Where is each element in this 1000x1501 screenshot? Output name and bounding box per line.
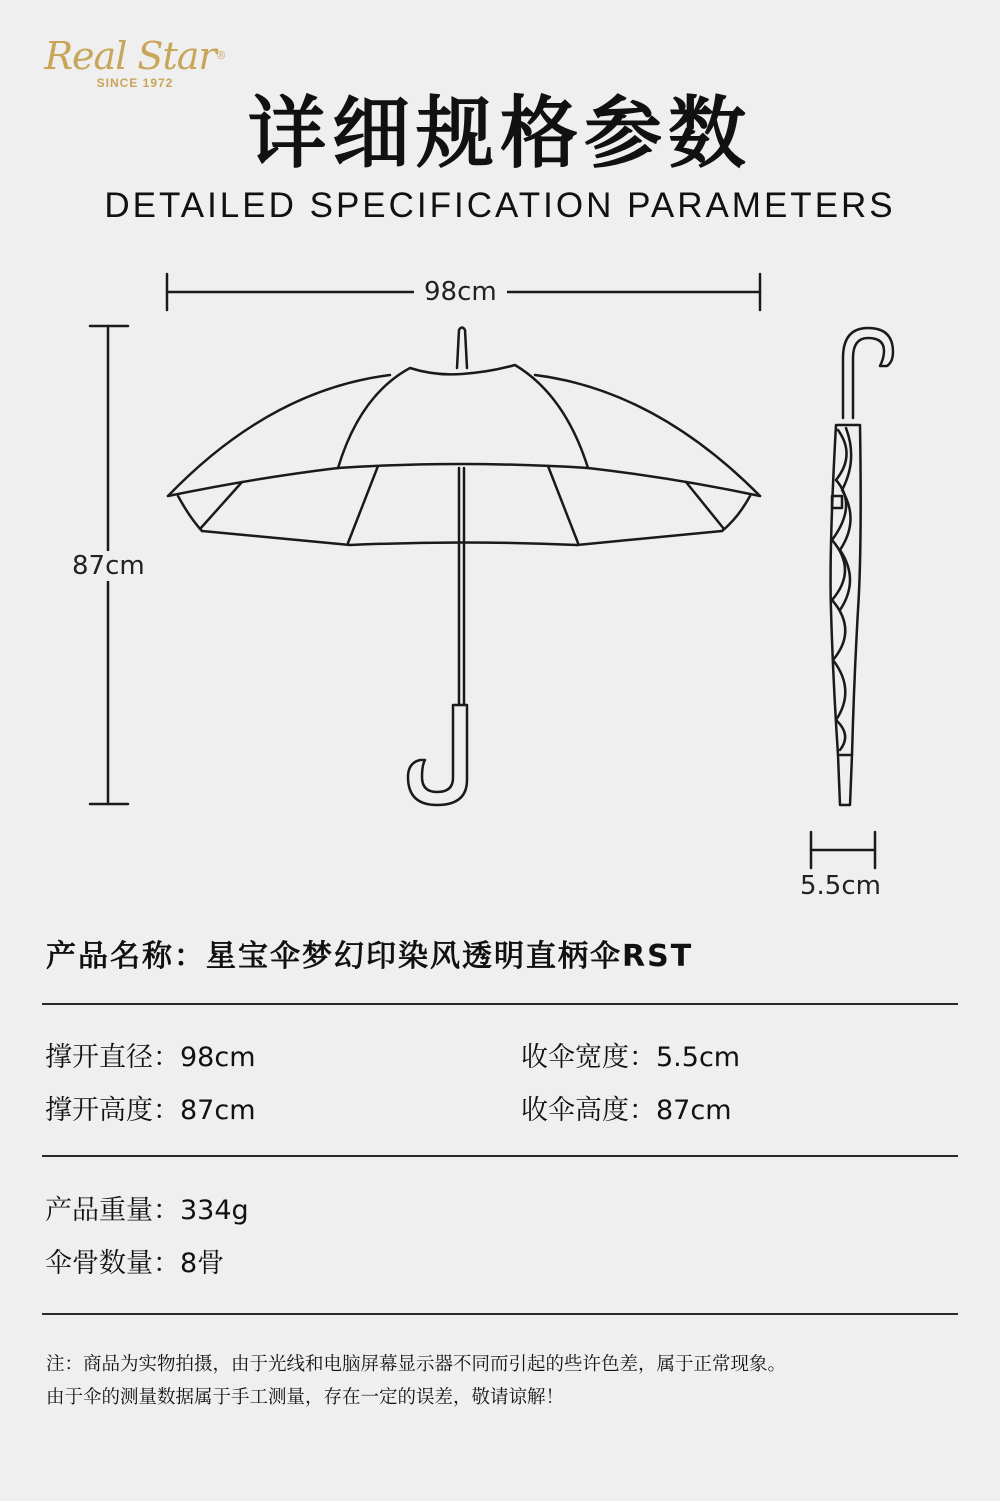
- divider: [42, 1155, 958, 1157]
- closed-width-dimension-line: [811, 832, 875, 868]
- registered-mark: ®: [215, 49, 226, 62]
- spec-open-height: 撑开高度：87cm: [45, 1095, 256, 1126]
- spec-weight: 产品重量：334g: [45, 1195, 249, 1226]
- height-dimension-label: 87cm: [62, 551, 155, 581]
- page-title: 详细规格参数: [247, 89, 752, 179]
- product-name: 产品名称：星宝伞梦幻印染风透明直柄伞RST: [46, 939, 694, 974]
- width-dimension-label: 98cm: [414, 277, 507, 307]
- spec-closed-height: 收伞高度：87cm: [521, 1095, 732, 1126]
- spec-closed-width: 收伞宽度：5.5cm: [521, 1042, 741, 1073]
- spec-ribs: 伞骨数量：8骨: [45, 1248, 225, 1279]
- page-subtitle: DETAILED SPECIFICATION PARAMETERS: [104, 186, 896, 225]
- spec-open-diameter: 撑开直径：98cm: [45, 1042, 256, 1073]
- note-line-1: 注：商品为实物拍摄，由于光线和电脑屏幕显示器不同而引起的些许色差，属于正常现象。: [46, 1354, 787, 1375]
- divider: [42, 1003, 958, 1005]
- note-line-2: 由于伞的测量数据属于手工测量，存在一定的误差，敬请谅解！: [46, 1387, 565, 1408]
- closed-width-label: 5.5cm: [800, 871, 881, 901]
- open-umbrella-drawing: [168, 328, 760, 806]
- logo-since: SINCE 1972: [96, 76, 174, 90]
- closed-umbrella-drawing: [831, 328, 893, 805]
- umbrella-diagram: [0, 250, 1000, 910]
- logo-script: Real Star®: [44, 34, 226, 78]
- brand-logo: [40, 34, 230, 90]
- divider: [42, 1313, 958, 1315]
